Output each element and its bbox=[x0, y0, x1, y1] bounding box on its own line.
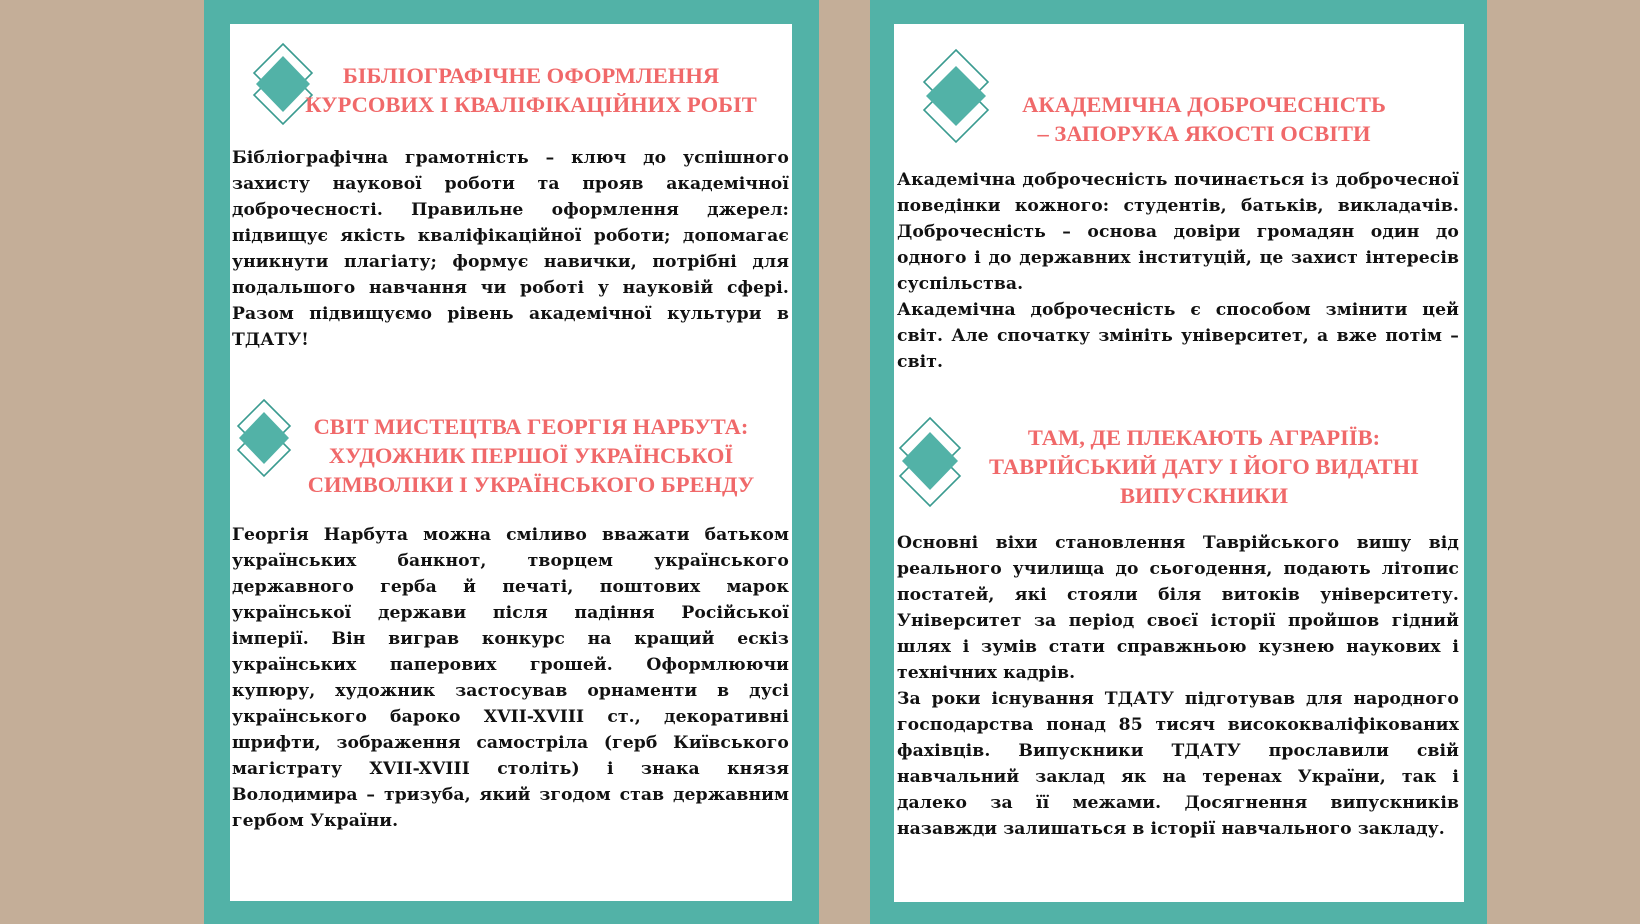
section-title-alumni: ТАМ, ДЕ ПЛЕКАЮТЬ АГРАРІЇВ: ТАВРІЙСЬКИЙ ДАТУ І ЙОГО ВИДАТНІ ВИПУСКНИКИ bbox=[989, 425, 1419, 508]
section-body-alumni: Основні віхи становлення Таврійського вишу від реального училища до сьогодення, подають літопис постатей, які стояли біля витоків університету. Університет за період своєї історії пройшов гідний шлях і зумів стати справжньою кузнею наукових і технічних кадрів. За роки існування ТДАТУ підготував для народного господарства понад 85 тисяч висококваліфікованих фахівців. Випускники ТДАТУ прославили свій навчальний заклад як на теренах України, так і далеко за її межами. Досягнення випускників назавжди залишаться в історії навчального закладу. bbox=[897, 533, 1459, 839]
left-panel-frame bbox=[204, 0, 819, 924]
diamond-emblem-icon bbox=[236, 398, 292, 480]
section-title-bibliography: БІБЛІОГРАФІЧНЕ ОФОРМЛЕННЯ КУРСОВИХ І КВАЛІФІКАЦІЙНИХ РОБІТ bbox=[305, 63, 757, 117]
section-title-narbut: СВІТ МИСТЕЦТВА ГЕОРГІЯ НАРБУТА: ХУДОЖНИК ПЕРШОЇ УКРАЇНСЬКОЇ СИМВОЛІКИ І УКРАЇНСЬКОГО БРЕНДУ bbox=[307, 414, 755, 497]
section-body-bibliography: Бібліографічна грамотність – ключ до успішного захисту наукової роботи та прояв академічної доброчесності. Правильне оформлення джерел: підвищує якість кваліфікаційної роботи; допомагає уникнути плагіату; формує навички, потрібні для подальшого навчання чи роботі у науковій сфері. Разом підвищуємо рівень академічної культури в ТДАТУ! bbox=[232, 148, 789, 350]
section-body-integrity: Академічна доброчесність починається із доброчесної поведінки кожного: студентів, батьків, викладачів. Доброчесність – основа довіри громадян один до одного і до державних інституцій, це захист інтересів суспільства. Академічна доброчесність є способом змінити цей світ. Але спочатку змініть університет, а вже потім – світ. bbox=[897, 170, 1459, 372]
diamond-emblem-icon bbox=[898, 416, 962, 510]
section-body-narbut: Георгія Нарбута можна сміливо вважати батьком українських банкнот, творцем українського державного герба й печаті, поштових марок української держави після падіння Російської імперії. Він виграв конкурс на кращий ескіз українських паперових грошей. Оформлюючи купюру, художник застосував орнаменти в дусі українського бароко XVII-XVIII ст., декоративні шрифти, зображення самостріла (герб Київського магістрату XVII-XVIII століть) і знака князя Володимира – тризуба, який згодом став державним гербом України. bbox=[232, 525, 789, 831]
right-panel-frame bbox=[870, 0, 1487, 924]
section-title-integrity: АКАДЕМІЧНА ДОБРОЧЕСНІСТЬ – ЗАПОРУКА ЯКОСТІ ОСВІТИ bbox=[1022, 92, 1386, 146]
right-card bbox=[894, 24, 1464, 902]
left-card bbox=[230, 24, 792, 901]
